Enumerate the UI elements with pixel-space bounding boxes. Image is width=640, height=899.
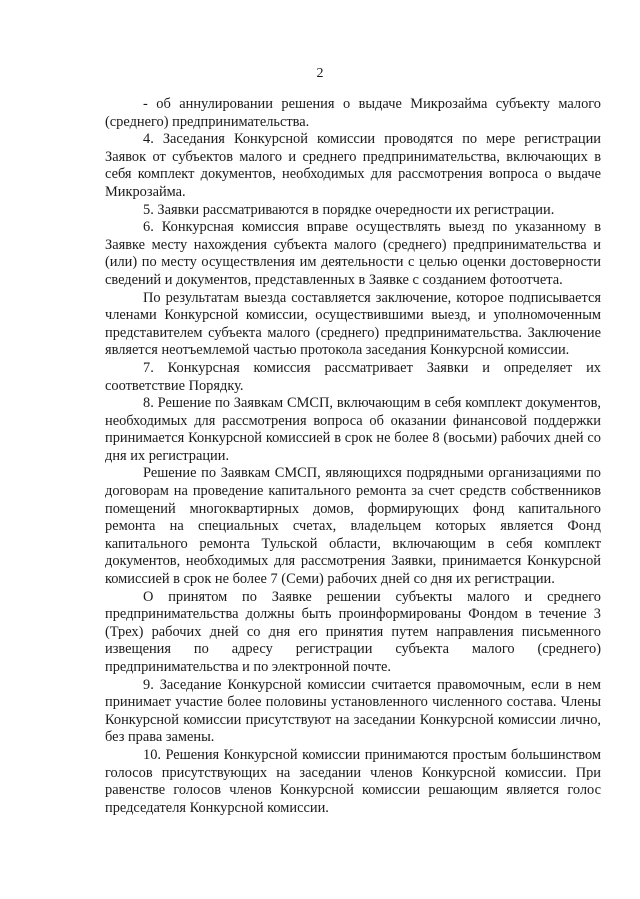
paragraph-item-6: 6. Конкурсная комиссия вправе осуществлять выезд по указанному в Заявке месту нахождения субъекта малого (среднего) предпринимательства и (или) по месту осуществления им деятельности с целью оценки достоверности сведений и документов, представленных в Заявке с созданием фотоотчета. [105, 219, 601, 288]
paragraph-annulment-item: - об аннулировании решения о выдаче Микрозайма субъекту малого (среднего) предпринимательства. [105, 96, 601, 130]
paragraph-item-8: 8. Решение по Заявкам СМСП, включающим в себя комплект документов, необходимых для рассмотрения вопроса об оказании финансовой поддержки принимается Конкурсной комиссией в срок не более 8 (восьми) рабочих дней со дня их регистрации. [105, 395, 601, 464]
paragraph-item-4: 4. Заседания Конкурсной комиссии проводятся по мере регистрации Заявок от субъектов малого и среднего предпринимательства, включающих в себя комплект документов, необходимых для рассмотрения вопроса о выдаче Микрозайма. [105, 131, 601, 200]
paragraph-item-5: 5. Заявки рассматриваются в порядке очередности их регистрации. [143, 201, 555, 218]
paragraph-item-8-contractors: Решение по Заявкам СМСП, являющихся подрядными организациями по договорам на проведение капитального ремонта за счет средств собственников помещений многоквартирных домов, формирующих фонд капитального ремонта на специальных счетах, владельцем которых является Фонд капитального ремонта Тульской области, включающим в себя комплект документов, необходимых для рассмотрения Заявки, принимается Конкурсной комиссией в срок не более 7 (Семи) рабочих дней со дня их регистрации. [105, 465, 601, 588]
paragraph-item-9: 9. Заседание Конкурсной комиссии считается правомочным, если в нем принимает участие более половины установленного численного состава. Члены Конкурсной комиссии присутствуют на заседании Конкурсной комиссии лично, без права замены. [105, 676, 601, 746]
paragraph-item-6-conclusion: По результатам выезда составляется заключение, которое подписывается членами Конкурсной комиссии, осуществившими выезд, и уполномоченным представителем субъекта малого (среднего) предпринимательства. Заключение является неотъемлемой частью протокола заседания Конкурсной комиссии. [105, 289, 601, 359]
paragraph-item-8-notification: О принятом по Заявке решении субъекты малого и среднего предпринимательства должны быть проинформированы Фондом в течение 3 (Трех) рабочих дней со дня его принятия путем направления письменного извещения по адресу регистрации субъекта малого (среднего) предпринимательства и по электронной почте. [105, 588, 601, 675]
paragraph-item-10: 10. Решения Конкурсной комиссии принимаются простым большинством голосов присутствующих на заседании членов Конкурсной комиссии. При равенстве голосов членов Конкурсной комиссии решающим является голос председателя Конкурсной комиссии. [105, 746, 601, 816]
paragraph-item-7: 7. Конкурсная комиссия рассматривает Заявки и определяет их соответствие Порядку. [105, 359, 601, 394]
page-number: 2 [316, 66, 324, 81]
document-body [105, 96, 601, 817]
